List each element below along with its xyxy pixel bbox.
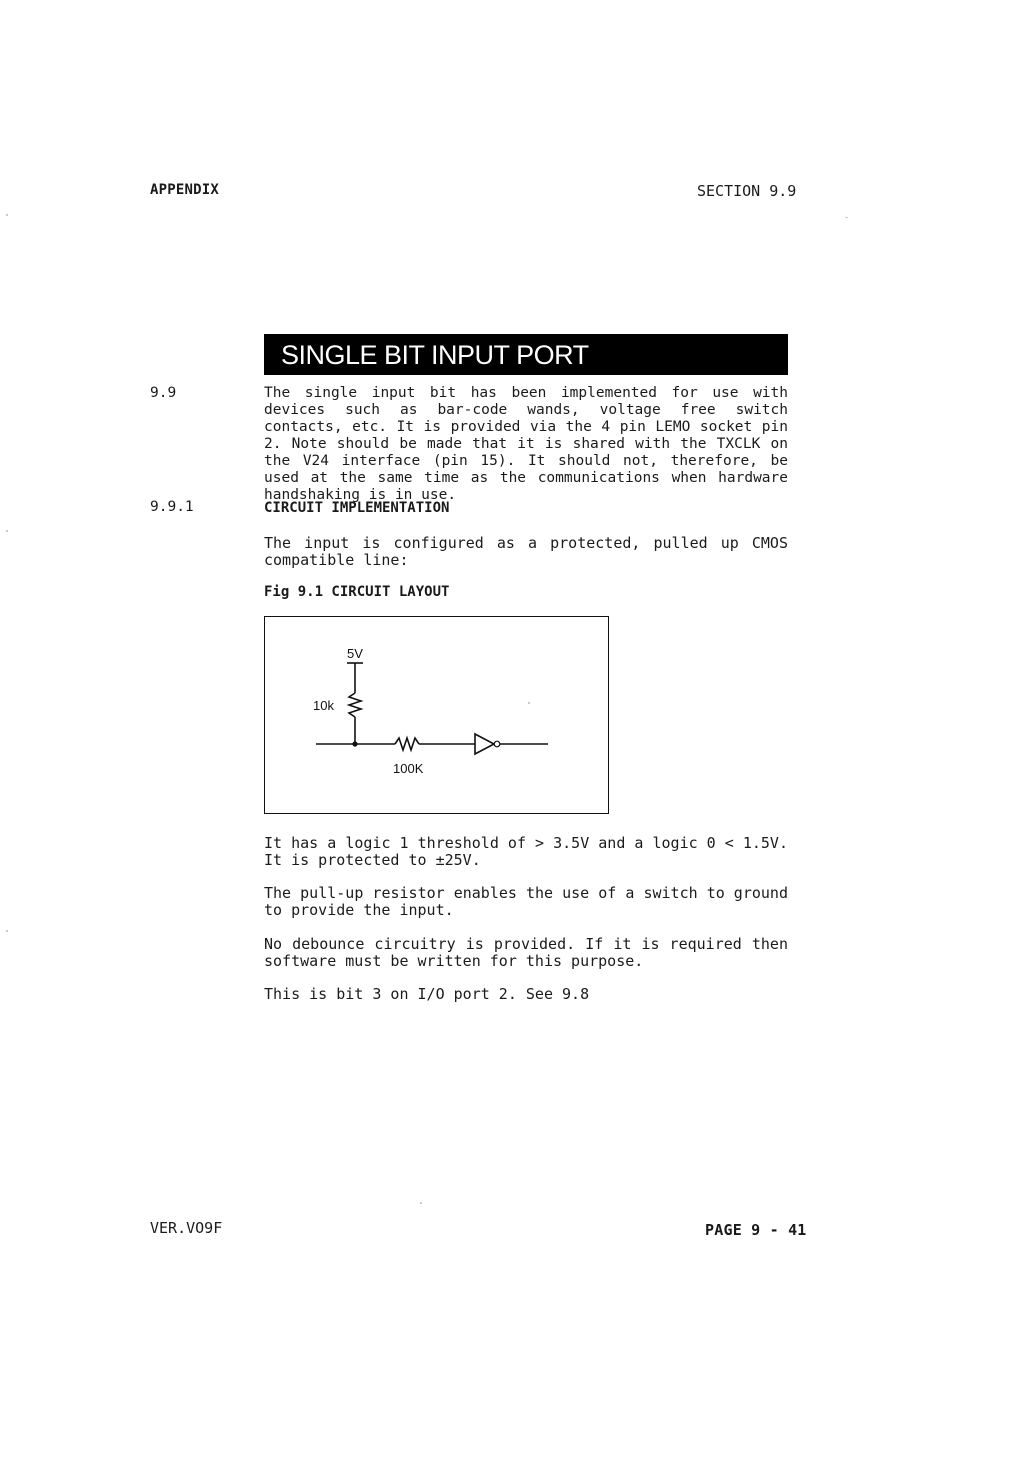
label-series: 100K (393, 761, 424, 776)
scan-speck (845, 217, 848, 218)
inverter-icon (475, 734, 494, 754)
scan-speck (6, 930, 8, 932)
pullup-paragraph: The pull-up resistor enables the use of a switch to ground to provide the input. (264, 884, 788, 919)
page-title (264, 334, 788, 375)
page-title-text: SINGLE BIT INPUT PORT (281, 340, 589, 370)
section-9-9-paragraph: The single input bit has been implemented for use with devices such as bar-code wands, voltage free switch contacts, etc. It is provided via the 4 pin LEMO socket pin 2. Note should be made that it is shared with the TXCLK on the V24 interface (pin 15). It should not, therefore, be used at the same time as the communications when hardware handshaking is in use. (264, 385, 788, 503)
label-pullup: 10k (313, 698, 334, 713)
circuit-figure (264, 616, 609, 814)
inverter-bubble (494, 741, 500, 747)
section-number: 9.9 (150, 385, 177, 401)
series-resistor (395, 738, 419, 750)
port-paragraph: This is bit 3 on I/O port 2. See 9.8 (264, 985, 590, 1003)
figure-caption: Fig 9.1 CIRCUIT LAYOUT (264, 584, 450, 600)
threshold-paragraph: It has a logic 1 threshold of > 3.5V and a logic 0 < 1.5V. It is protected to ±25V. (264, 834, 788, 869)
pullup-resistor (349, 693, 361, 717)
footer-left: VER.VO9F (150, 1219, 223, 1237)
debounce-paragraph: No debounce circuitry is provided. If it is required then software must be written for this purpose. (264, 935, 788, 970)
scan-speck (420, 1202, 422, 1204)
scan-speck (6, 214, 8, 216)
scan-speck (6, 530, 8, 532)
subsection-number: 9.9.1 (150, 499, 194, 515)
subsection-intro: The input is configured as a protected, pulled up CMOS compatible line: (264, 534, 788, 569)
header-left: APPENDIX (150, 182, 220, 198)
subsection-heading: CIRCUIT IMPLEMENTATION (264, 500, 450, 516)
scan-speck (528, 702, 530, 704)
header-right: SECTION 9.9 (697, 182, 797, 200)
label-supply: 5V (347, 646, 363, 661)
circuit-diagram (265, 617, 607, 812)
footer-right: PAGE 9 - 41 (705, 1221, 807, 1239)
